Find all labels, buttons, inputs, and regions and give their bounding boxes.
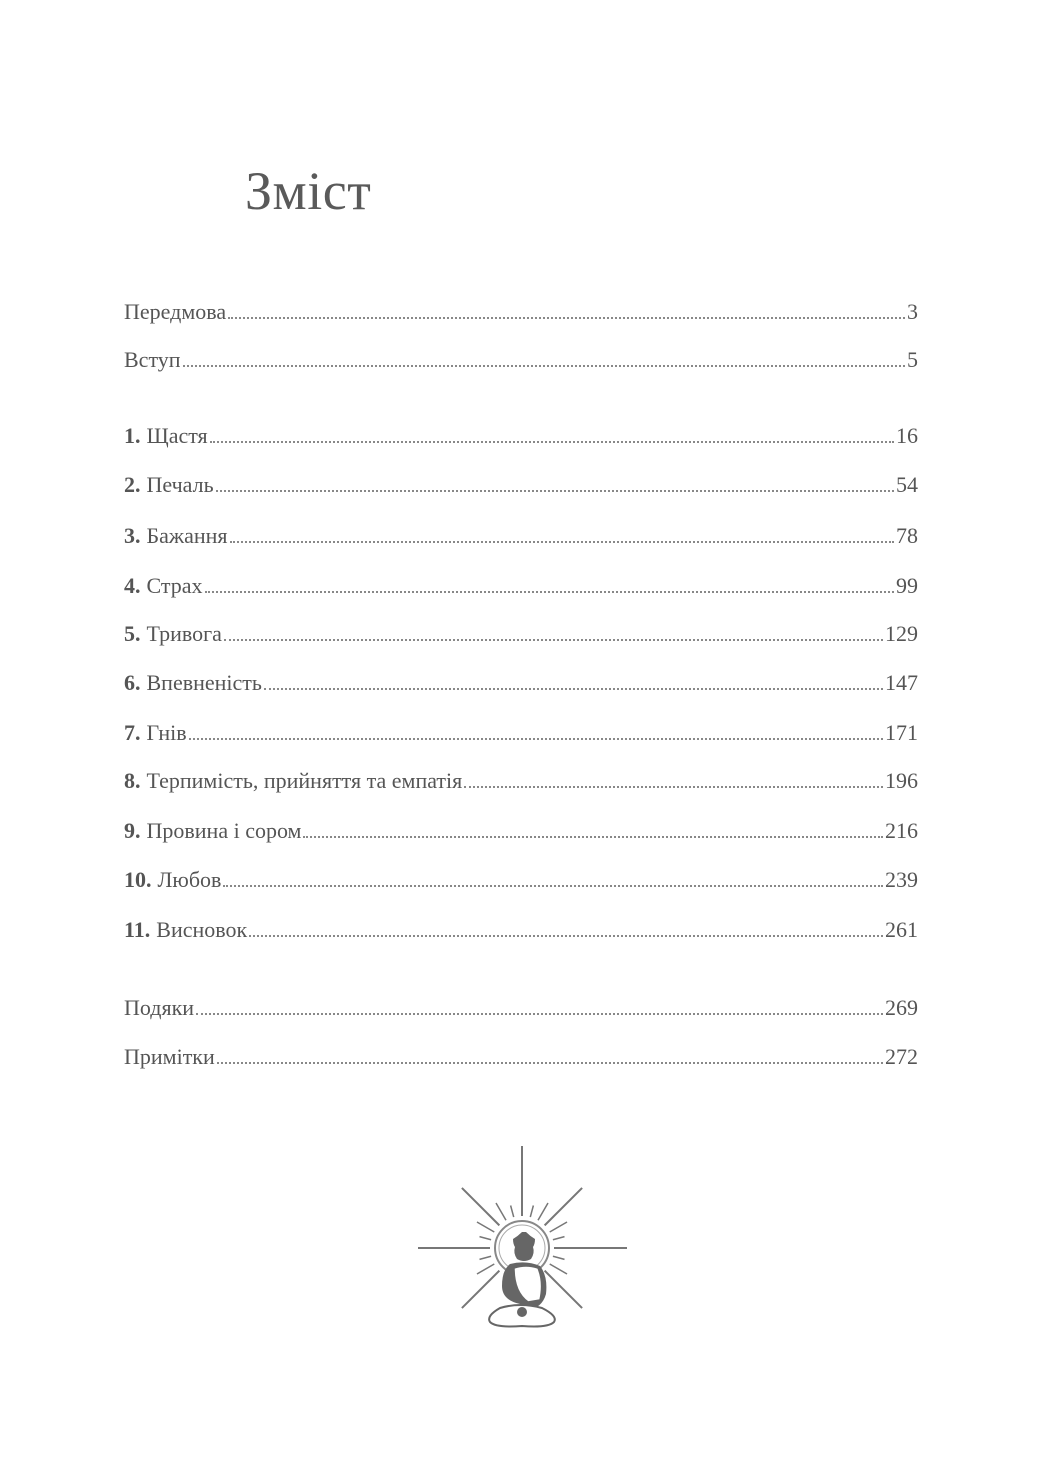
entry-title: Щастя: [146, 423, 208, 448]
dot-leader: [228, 317, 905, 319]
entry-title: Впевненість: [146, 670, 262, 695]
toc-entry[interactable]: [124, 296, 918, 326]
entry-title: Бажання: [146, 523, 228, 548]
toc-entry[interactable]: [124, 618, 918, 648]
dot-leader: [210, 441, 894, 443]
ray: [462, 1271, 499, 1308]
chapter-number: 8.: [124, 768, 141, 793]
toc-entry[interactable]: [124, 992, 918, 1022]
chapter-number: 5.: [124, 621, 141, 646]
page-number: 16: [896, 423, 918, 448]
chapter-number: 9.: [124, 818, 141, 843]
dot-leader: [217, 1062, 883, 1064]
page-number: 99: [896, 573, 918, 598]
page-number: 272: [885, 1044, 918, 1069]
toc-entry[interactable]: [124, 469, 918, 499]
buddha-emblem-icon: [410, 1140, 640, 1340]
entry-title: Передмова: [124, 299, 227, 324]
ray: [511, 1205, 514, 1217]
toc-entry[interactable]: [124, 520, 918, 550]
dot-leader: [224, 639, 883, 641]
dot-leader: [183, 365, 905, 367]
dot-leader: [223, 885, 883, 887]
chapter-number: 2.: [124, 472, 141, 497]
page-number: 78: [896, 523, 918, 548]
dot-leader: [264, 688, 883, 690]
page-number: 54: [896, 472, 918, 497]
dot-leader: [196, 1013, 883, 1015]
dot-leader: [216, 490, 894, 492]
page-number: 196: [885, 768, 918, 793]
ray: [462, 1188, 499, 1225]
entry-title: Страх: [146, 573, 203, 598]
ray: [477, 1264, 494, 1274]
ray: [553, 1237, 565, 1240]
ray: [530, 1205, 533, 1217]
entry-title: Вступ: [124, 347, 181, 372]
entry-title: Провина і сором: [146, 818, 302, 843]
page-title: Зміст: [245, 161, 372, 221]
toc-entry[interactable]: [124, 570, 918, 600]
entry-title: Любов: [157, 867, 222, 892]
entry-title: Печаль: [146, 472, 214, 497]
dot-leader: [249, 935, 883, 937]
toc-entry[interactable]: [124, 717, 918, 747]
dot-leader: [230, 541, 894, 543]
chapter-number: 4.: [124, 573, 141, 598]
toc-entry[interactable]: [124, 420, 918, 450]
ray: [479, 1237, 491, 1240]
toc-entry[interactable]: [124, 667, 918, 697]
ray: [553, 1256, 565, 1259]
dot-leader: [464, 786, 883, 788]
toc-entry[interactable]: [124, 1041, 918, 1071]
ray: [479, 1256, 491, 1259]
chapter-number: 7.: [124, 720, 141, 745]
page-number: 5: [907, 347, 918, 372]
toc-entry[interactable]: [124, 765, 918, 795]
toc-entry[interactable]: [124, 815, 918, 845]
dot-leader: [303, 836, 883, 838]
dot-leader: [205, 591, 894, 593]
chapter-number: 1.: [124, 423, 141, 448]
page-number: 171: [885, 720, 918, 745]
page-number: 3: [907, 299, 918, 324]
page-number: 129: [885, 621, 918, 646]
page-number: 261: [885, 917, 918, 942]
page-number: 147: [885, 670, 918, 695]
page-number: 239: [885, 867, 918, 892]
ray: [545, 1188, 582, 1225]
ray: [477, 1222, 494, 1232]
chapter-number: 10.: [124, 867, 152, 892]
page-number: 216: [885, 818, 918, 843]
ray: [550, 1264, 567, 1274]
ray: [496, 1203, 506, 1220]
entry-title: Гнів: [146, 720, 187, 745]
entry-title: Висновок: [156, 917, 248, 942]
dot-leader: [189, 738, 883, 740]
chapter-number: 6.: [124, 670, 141, 695]
chapter-number: 3.: [124, 523, 141, 548]
entry-title: Тривога: [146, 621, 222, 646]
entry-title: Примітки: [124, 1044, 215, 1069]
toc-entry[interactable]: [124, 344, 918, 374]
toc-entry[interactable]: [124, 914, 918, 944]
page-number: 269: [885, 995, 918, 1020]
chapter-number: 11.: [124, 917, 151, 942]
toc-entry[interactable]: [124, 864, 918, 894]
ray: [550, 1222, 567, 1232]
ray: [538, 1203, 548, 1220]
entry-title: Терпимість, прийняття та емпатія: [146, 768, 463, 793]
entry-title: Подяки: [124, 995, 195, 1020]
ray: [545, 1271, 582, 1308]
